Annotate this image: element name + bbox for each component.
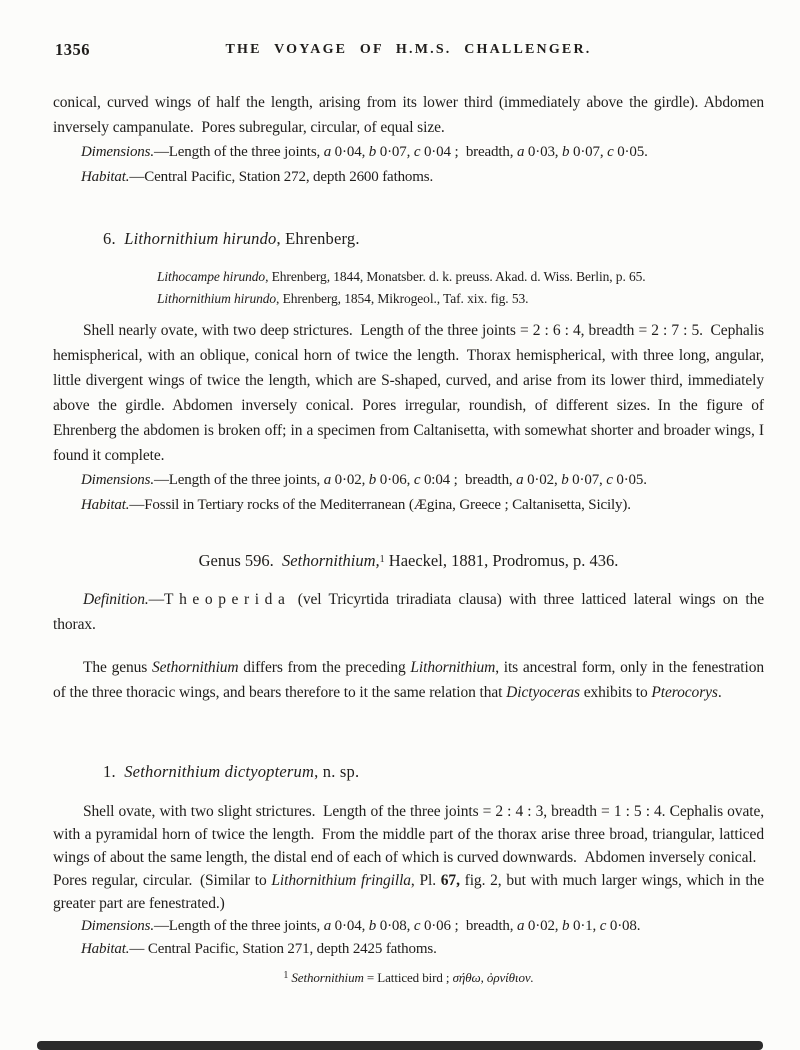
citation-line: Lithocampe hirundo, Ehrenberg, 1844, Monatsber. d. k. preuss. Akad. d. Wiss. Berlin, p. 65. (157, 269, 646, 284)
genus-heading-sethornithium: Genus 596. Sethornithium,$^1$ Haeckel, 1881, Prodromus, p. 436. (198, 551, 619, 570)
footnote-sethornithium-etymology: $^1$ Sethornithium = Latticed bird ; σήθω, ὀρνίθιον. (283, 970, 534, 985)
page-header (53, 40, 764, 62)
dimensions-line-1: Dimensions.—Length of the three joints, a 0·04, b 0·07, c 0·04 ; breadth, a 0·03, b 0·07, c 0·05. (81, 144, 648, 160)
habitat-line-3: Habitat.— Central Pacific, Station 271, depth 2425 fathoms. (81, 941, 437, 957)
synonymy-citations (157, 266, 764, 309)
species-heading-sethornithium-dictyopterum: 1. Sethornithium dictyopterum, n. sp. (103, 762, 360, 781)
habitat-line-1: Habitat.—Central Pacific, Station 272, depth 2600 fathoms. (81, 169, 434, 185)
genus-discussion-paragraph: The genus Sethornithium differs from the preceding Lithornithium, its ancestral form, only in the fenestration of the three thoracic wings, and bears therefore to it the same relation that Dictyoceras exhibits to Pterocorys. (53, 659, 765, 701)
page-content (53, 40, 764, 987)
page-number: 1356 (55, 40, 90, 59)
citation-line: Lithornithium hirundo, Ehrenberg, 1854, Mikrogeol., Taf. xix. fig. 53. (157, 290, 529, 306)
description-paragraph-dictyopterum: Shell ovate, with two slight strictures. Length of the three joints = 2 : 4 : 3, breadth = 1 : 5 : 4. Cephalis ovate, with a pyramidal horn of twice the length. From the middle part of the thorax arise three broad, triangular, latticed wings of about the same length, the distal end of each of which is curved downwards. Abdomen inversely conical. Pores regular, circular. (Similar to Lithornithium fringilla, Pl. 67, fig. 2, but with much larger wings, which in the greater part are fenestrated.) (53, 803, 764, 912)
horizontal-scrollbar-thumb[interactable] (37, 1041, 763, 1050)
dimensions-line-2: Dimensions.—Length of the three joints, a 0·02, b 0·06, c 0:04 ; breadth, a 0·02, b 0·07, c 0·05. (81, 472, 647, 488)
description-paragraph-hirundo: Shell nearly ovate, with two deep strictures. Length of the three joints = 2 : 6 : 4, breadth = 2 : 7 : 5. Cephalis hemispherical, with an oblique, conical horn of twice the length. Thorax hemispherical, with three long, angular, little divergent wings of twice the length, which are S-shaped, curved, and arise from its lower third, immediately above the girdle. Abdomen inversely conical. Pores irregular, roundish, of different sizes. In the figure of Ehrenberg the abdomen is broken off; in a specimen from Caltanisetta, with somewhat shorter and broader wings, I found it complete. (53, 322, 764, 464)
dimensions-line-3: Dimensions.—Length of the three joints, a 0·04, b 0·08, c 0·06 ; breadth, a 0·02, b 0·1, c 0·08. (81, 918, 641, 934)
paragraph-continuation: conical, curved wings of half the length, arising from its lower third (immediately above the girdle). Abdomen inversely campanulate. Pores subregular, circular, of equal size. (53, 94, 764, 136)
running-title: THE VOYAGE OF H.M.S. CHALLENGER. (225, 42, 592, 57)
genus-definition-paragraph: Definition.—Theoperida (vel Tricyrtida triradiata clausa) with three latticed lateral wings on the thorax. (53, 591, 764, 633)
species-heading-lithornithium-hirundo: 6. Lithornithium hirundo, Ehrenberg. (103, 229, 360, 248)
habitat-line-2: Habitat.—Fossil in Tertiary rocks of the Mediterranean (Ægina, Greece ; Caltanisetta, Sicily). (81, 497, 631, 513)
